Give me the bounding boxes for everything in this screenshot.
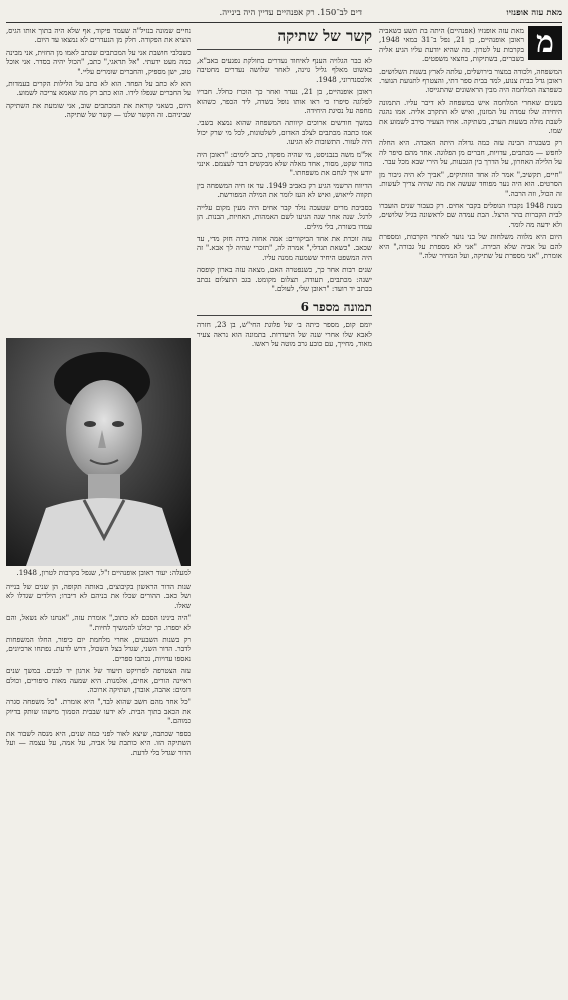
- paragraph: היום, כשאני קוראת את המכתבים שוב, אני שומעת את השתיקה שביניהם. זה הקשר שלנו — קשר של שתיקה.: [6, 100, 191, 120]
- page-header: [6, 4, 562, 23]
- paragraph: אל"מ משה בנבניסט, מי שהיה מפקדו, כתב לימים: "ראובן היה בחור שקט, מסור, אחד מאלה שלא מבקשים דבר לעצמם. אינני יודע איך לנחם את משפחתו.": [197, 149, 372, 178]
- article-column-left-bottom: [6, 582, 191, 992]
- article-title: קשר של שתיקה: [197, 26, 372, 50]
- series-title: מאת עזה אופנזיו: [506, 8, 562, 18]
- article-column-middle: [197, 26, 372, 992]
- paragraph: בשנים שאחרי המלחמה איש במשפחה לא דיבר עליו. התמונה היחידה שלו עמדה על המזנון, ואיש לא התקרב אליה. אמו נהגה לשבת מולה בשעות הערב, בשתיקה. אחיו הצעיר סירב לשמוע את שמו.: [379, 97, 562, 136]
- paragraph: בשנת 1948 נקברו הנופלים בקבר אחים. רק כעבור שנים הועברו לבית הקברות בהר הרצל. הבת עמדה שם לראשונה בגיל שלושים, ולא ידעה מה לומר.: [379, 200, 562, 229]
- paragraph: עזה הצטרפה לפרויקט תיעוד של ארגון יד לבנים. במשך שנים ראיינה הורים, אחים, אלמנות. היא שמעה מאות סיפורים, וכולם דומים: אהבה, אובדן, ושתיקה ארוכה.: [6, 666, 191, 695]
- dropcap-letter: מ: [528, 26, 562, 60]
- paragraph: כשבלבי חושבת אני על המכתבים שכתב לאמו מן החזית, אני מבינה כמה מעט ידעתי. "אל תדאגי," כתב, "הכול יהיה בסדר. אני אוכל טוב, ישן מספיק, והחברים שומרים עליי.": [6, 47, 191, 76]
- paragraph: ראובן אופנהיים, בן 21, נעדר ואחר כך הוכרז כחלל. חבריו לפלוגה סיפרו כי ראו אותו נופל בשדה, ליד הכפר, כשהוא מחפה על נסיגת היחידה.: [197, 87, 372, 116]
- paragraph: הוא לא כתב על הפחד. הוא לא כתב על הלילות הקרים בעמדות, על החברים שנפלו לידו. הוא כתב רק מה שאמא צריכה לשמוע.: [6, 79, 191, 98]
- paragraph: רק כשבגרה הבינה עזה כמה גדולה היתה האבדה. היא החלה לחפש — מכתבים, עדויות, חברים מן הפלוגה. אחד מהם סיפר לה על הלילה האחרון, על הדרך בין הגבעות, על הירי שבא מכל עבר.: [379, 138, 562, 167]
- paragraph: הדיווח הרשמי הגיע רק באביב 1949. עד אז חיה המשפחה בין תקווה לייאוש, ואיש לא העז לומר את המילה המפורשת.: [197, 180, 372, 200]
- paragraph: עזה זוכרת את אחד הביקורים: אמה אחזה בידה חזק מדי, עד שכאב. "כשאת תגדלי," אמרה לה, "תזכרי שהיה לך אבא." זה היה המשפט היחיד ששמעה ממנה עליו.: [197, 233, 372, 262]
- paragraph: בסביבת מרים שטעכה נולד קבר אחים היה מעין מקום עלייה לרגל. שנה אחר שנה הגיעו לשם האמהות, האחיות, הבנות. הן עמדו בשורה, בלי מילים.: [197, 202, 372, 231]
- paragraph: "כל אחד מהם חשב שהוא לבד," היא אומרת. "כל משפחה סגרה את הכאב בתוך הבית. לא ידעו שבבית הסמוך מישהו שותק בדיוק כמוהם.": [6, 697, 191, 726]
- portrait-photo: [6, 338, 191, 566]
- photo-caption: למעלה: יעוד ראובן אופנהיים ז"ל, שנפל בקרבות לטרון, 1948.: [16, 568, 191, 577]
- paragraph: בספר שכתבה, שיצא לאור לפני כמה שנים, היא מנסה לשבור את השתיקה הזו. היא כותבת על אביה, על אמה, על עצמה — ועל הדור שגדל בלי לדעת.: [6, 728, 191, 757]
- paragraph: מאת עזה אופנזיו (אפנהיים) היתה בת תשע כשאביה ראובן אופנהיים, בן 21, נפל ב־31 במאי 1948, בקרבות על לטרון. מה שהיא יודעת עליו הגיע אליה בשברים, בשתיקות, בחצאי משפטים.: [379, 26, 524, 64]
- paragraph: נחיים שמונה בנזיל"ה שעמד פיקוד, אף שלא היה בתוך אותו הגיס, הוציא את הפקודה. חלק מן הנעדרים לא נמצאו עד היום.: [6, 26, 191, 45]
- paragraph: המשפחה, ולכודה במצור בירושלים, עלתה לארץ בשנות השלושים. ראובן גדל בבית צנוע, למד בבית ספר דתי, והצטרף לתנועת הנוער. כשפרצה המלחמה היה מבין הראשונים שהתגייסו.: [379, 66, 562, 95]
- paragraph: לא כבר הגלויה הענף לאיחוד נעדרים בחולקת נפגעים באב"א, באשוט מאלף גליל גוינה, לאחר שלושה נעדרים מחטיבה אלכסנדרוני, 1948.: [197, 56, 372, 84]
- paragraph: במשך חודשים ארוכים קיוותה המשפחה שהוא נמצא בשבי. אמו כתבה מכתבים לצלב האדום, לשלטונות, לכל מי שרק יכול היה לעזור. התשובות לא הגיעו.: [197, 118, 372, 147]
- article-column-left-top: [6, 26, 191, 332]
- paragraph: "חיים, תקשיב," אמר לה אחד הוותיקים, "אביך לא היה גיבור מן הסרטים. הוא היה נער מפוחד שעשה את מה שהיה צריך לעשות. זה הכול, וזה הרבה.": [379, 169, 562, 198]
- paragraph: היום היא מלווה משלחות של בני נוער לאתרי הקרבות, ומספרת להם על אביה שלא הכירה. "אני לא מספרת על גבורה," היא אומרת, "אני מספרת על שתיקה, ועל המחיר שלה.": [379, 232, 562, 260]
- header-subtitle: דים לב־150. רק אפנהיים עדיין היה בינייה.: [219, 8, 362, 18]
- article-column-right: [379, 26, 562, 992]
- portrait-image: [6, 338, 191, 566]
- paragraph: שנות הדור הראשון בקיבוצים, באותה תקופה, הן שנים של בנייה ושל כאב. ההורים שכלו את בניהם לא דיברו; הילדים שגדלו לא שאלו.: [6, 582, 191, 610]
- paragraph: שנים רבות אחר כך, כשנפטרה האם, מצאה עזה בארון קופסה ישנה: מכתבים, תעודה, תצלום מקומט. בגב התצלום נכתב בכתב יד רועד: "ראובן שלי, לעולם.": [197, 265, 372, 293]
- paragraph: יומם קום, מספר כיתה ב׳ של פלוגת החי"ש, בן 23, חזרה לאבא שלו אחרי שנה של היעדרות. בתמונה הוא נראה צעיר מאוד, מחייך, עם כובע גרב מוטה על ראשו.: [197, 320, 372, 349]
- paragraph: רק בשנות השבעים, אחרי מלחמת יום כיפור, החלו המשפחות לדבר. הדור השני, שגדל בצל השכול, דרש לדעת. נפתחו ארכיונים, נאספו עדויות, נכתבו ספרים.: [6, 635, 191, 663]
- paragraph: "היה בינינו הסכם לא כתוב," אומרת עזה, "אנחנו לא נשאל, והם לא יספרו. כך יכולנו להמשיך לחיות.": [6, 613, 191, 632]
- section-title: תמונה מספר 6: [197, 299, 372, 316]
